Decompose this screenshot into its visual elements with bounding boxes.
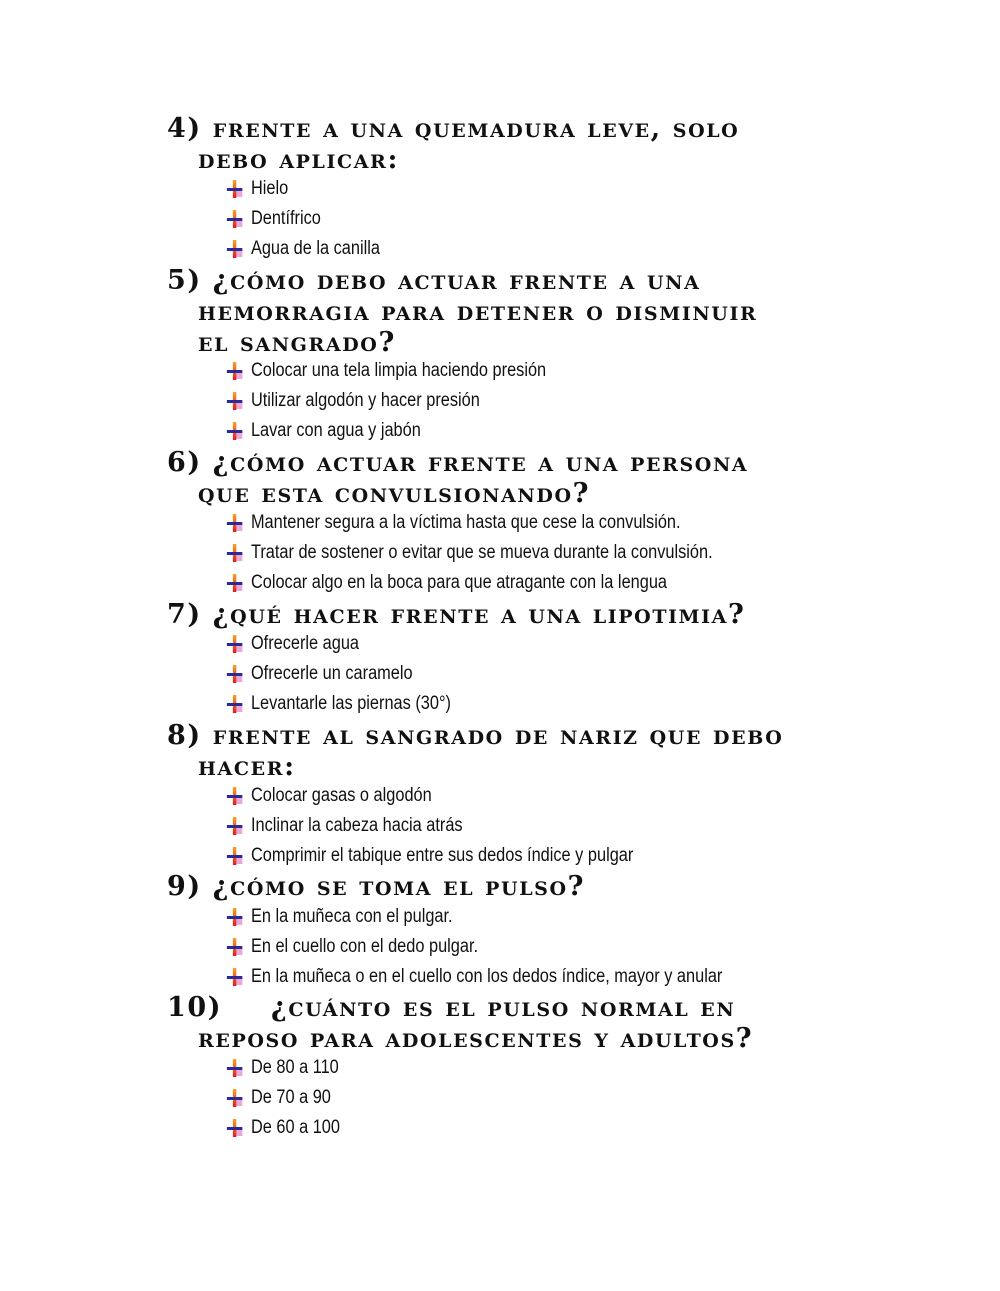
- option-label: Lavar con agua y jabón: [250, 420, 421, 441]
- bullet-horizontal-bar: [227, 370, 242, 373]
- question-text: el sangrado?: [198, 327, 396, 358]
- option-label: Inclinar la cabeza hacia atrás: [250, 815, 463, 836]
- four-color-cross-bullet-icon: [226, 937, 243, 957]
- question-text: debo aplicar:: [198, 144, 400, 175]
- option-label: Tratar de sostener o evitar que se mueva durante la convulsión.: [250, 542, 713, 563]
- bullet-horizontal-bar: [227, 1067, 242, 1070]
- option-label: Agua de la canilla: [250, 238, 380, 259]
- question-number: 9): [167, 871, 202, 902]
- question-6: [167, 447, 867, 509]
- bullet-horizontal-bar: [227, 1097, 242, 1100]
- answer-option[interactable]: [226, 659, 413, 689]
- answer-option[interactable]: [226, 204, 321, 234]
- four-color-cross-bullet-icon: [226, 1058, 243, 1078]
- answer-option[interactable]: [226, 962, 722, 992]
- four-color-cross-bullet-icon: [226, 421, 243, 441]
- answer-option[interactable]: [226, 902, 453, 932]
- four-color-cross-bullet-icon: [226, 1118, 243, 1138]
- question-8: [167, 720, 867, 782]
- option-label: De 80 a 110: [250, 1057, 339, 1078]
- question-text: frente al sangrado de nariz que debo: [212, 720, 784, 751]
- bullet-horizontal-bar: [227, 673, 242, 676]
- answer-option[interactable]: [226, 234, 380, 264]
- option-label: Dentífrico: [250, 208, 321, 229]
- question-text: frente a una quemadura leve, solo: [212, 113, 740, 144]
- answer-option[interactable]: [226, 174, 288, 204]
- question-7: [167, 599, 867, 630]
- answer-option[interactable]: [226, 1053, 339, 1083]
- bullet-horizontal-bar: [227, 1127, 242, 1130]
- four-color-cross-bullet-icon: [226, 391, 243, 411]
- option-label: Colocar algo en la boca para que atragante con la lengua: [250, 572, 668, 593]
- four-color-cross-bullet-icon: [226, 573, 243, 593]
- answer-option[interactable]: [226, 386, 480, 416]
- bullet-horizontal-bar: [227, 248, 242, 251]
- answer-option[interactable]: [226, 841, 633, 871]
- answer-option[interactable]: [226, 356, 546, 386]
- four-color-cross-bullet-icon: [226, 907, 243, 927]
- option-label: Ofrecerle un caramelo: [250, 663, 413, 684]
- option-label: Comprimir el tabique entre sus dedos índice y pulgar: [250, 845, 634, 866]
- option-label: Levantarle las piernas (30°): [250, 693, 451, 714]
- question-text: ¿cómo actuar frente a una persona: [212, 447, 749, 478]
- option-label: Ofrecerle agua: [250, 633, 360, 654]
- answer-option[interactable]: [226, 568, 667, 598]
- four-color-cross-bullet-icon: [226, 694, 243, 714]
- answer-option[interactable]: [226, 629, 359, 659]
- four-color-cross-bullet-icon: [226, 634, 243, 654]
- answer-option[interactable]: [226, 781, 432, 811]
- question-text: ¿qué hacer frente a una lipotimia?: [212, 599, 746, 630]
- bullet-horizontal-bar: [227, 916, 242, 919]
- four-color-cross-bullet-icon: [226, 967, 243, 987]
- bullet-horizontal-bar: [227, 855, 242, 858]
- question-text: ¿cómo se toma el pulso?: [212, 871, 586, 902]
- option-label: Mantener segura a la víctima hasta que cese la convulsión.: [250, 512, 681, 533]
- question-number: 4): [167, 113, 202, 144]
- option-label: En la muñeca con el pulgar.: [250, 906, 453, 927]
- option-label: En la muñeca o en el cuello con los dedos índice, mayor y anular: [250, 966, 723, 987]
- four-color-cross-bullet-icon: [226, 361, 243, 381]
- question-number: 10): [167, 992, 223, 1023]
- answer-option[interactable]: [226, 1113, 340, 1143]
- bullet-horizontal-bar: [227, 946, 242, 949]
- bullet-horizontal-bar: [227, 522, 242, 525]
- question-5: [167, 265, 867, 358]
- question-number: 5): [167, 265, 202, 296]
- option-label: Colocar gasas o algodón: [250, 785, 432, 806]
- question-text: ¿cómo debo actuar frente a una: [212, 265, 701, 296]
- four-color-cross-bullet-icon: [226, 664, 243, 684]
- answer-option[interactable]: [226, 811, 463, 841]
- question-number: 8): [167, 720, 202, 751]
- four-color-cross-bullet-icon: [226, 1088, 243, 1108]
- question-4: [167, 113, 867, 175]
- bullet-horizontal-bar: [227, 795, 242, 798]
- question-text: que esta convulsionando?: [198, 478, 591, 509]
- bullet-horizontal-bar: [227, 643, 242, 646]
- option-label: Utilizar algodón y hacer presión: [250, 390, 480, 411]
- four-color-cross-bullet-icon: [226, 513, 243, 533]
- bullet-horizontal-bar: [227, 430, 242, 433]
- option-label: De 70 a 90: [250, 1087, 331, 1108]
- question-9: [167, 871, 867, 902]
- answer-option[interactable]: [226, 508, 681, 538]
- question-text: reposo para adolescentes y adultos?: [198, 1023, 754, 1054]
- four-color-cross-bullet-icon: [226, 209, 243, 229]
- four-color-cross-bullet-icon: [226, 816, 243, 836]
- bullet-horizontal-bar: [227, 582, 242, 585]
- four-color-cross-bullet-icon: [226, 543, 243, 563]
- bullet-horizontal-bar: [227, 703, 242, 706]
- bullet-horizontal-bar: [227, 552, 242, 555]
- answer-option[interactable]: [226, 416, 421, 446]
- question-text: hemorragia para detener o disminuir: [198, 296, 758, 327]
- bullet-horizontal-bar: [227, 400, 242, 403]
- question-text: hacer:: [198, 751, 296, 782]
- answer-option[interactable]: [226, 932, 478, 962]
- option-label: Hielo: [250, 178, 289, 199]
- four-color-cross-bullet-icon: [226, 846, 243, 866]
- question-number: 6): [167, 447, 202, 478]
- four-color-cross-bullet-icon: [226, 239, 243, 259]
- bullet-horizontal-bar: [227, 976, 242, 979]
- four-color-cross-bullet-icon: [226, 179, 243, 199]
- bullet-horizontal-bar: [227, 825, 242, 828]
- option-label: Colocar una tela limpia haciendo presión: [250, 360, 547, 381]
- question-text: ¿cuánto es el pulso normal en: [271, 992, 736, 1023]
- four-color-cross-bullet-icon: [226, 786, 243, 806]
- answer-option[interactable]: [226, 538, 713, 568]
- option-label: En el cuello con el dedo pulgar.: [250, 936, 479, 957]
- question-number: 7): [167, 599, 202, 630]
- question-10: [167, 992, 867, 1054]
- bullet-horizontal-bar: [227, 218, 242, 221]
- answer-option[interactable]: [226, 689, 451, 719]
- bullet-horizontal-bar: [227, 188, 242, 191]
- option-label: De 60 a 100: [250, 1117, 340, 1138]
- answer-option[interactable]: [226, 1083, 331, 1113]
